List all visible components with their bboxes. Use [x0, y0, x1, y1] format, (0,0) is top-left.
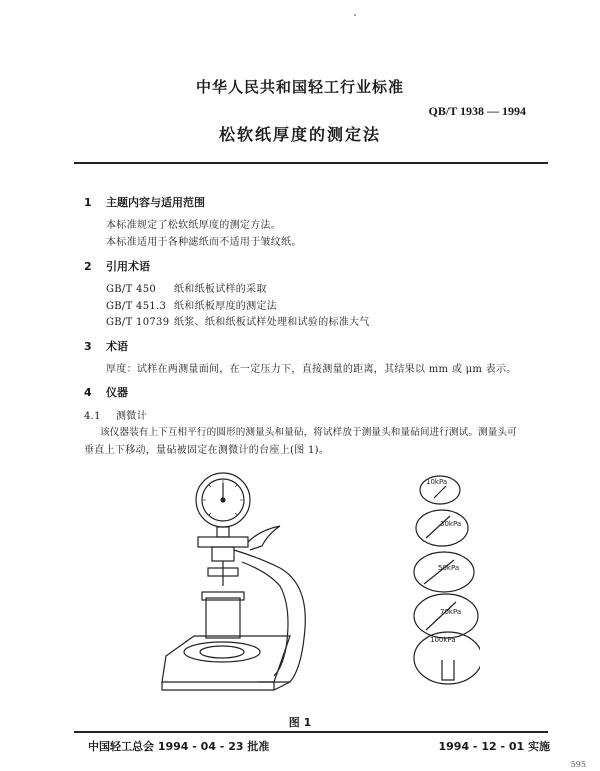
section-1-heading: [84, 194, 205, 210]
reference-code: GB/T 450: [106, 284, 157, 295]
subsection-line-1: 该仪器装有上下互相平行的圆形的测量头和量砧，将试样放于测量头和量砧间进行测试。测量头可: [100, 427, 517, 438]
micrometer-illustration: [162, 473, 305, 690]
figure-caption: 图 1: [288, 716, 312, 729]
section-1-line-1: 本标准规定了松软纸厚度的测定方法。: [106, 220, 282, 231]
section-2-heading: [84, 258, 150, 274]
section-number: 1: [84, 196, 92, 209]
page-number: 595: [570, 760, 586, 769]
section-3-heading: [84, 338, 128, 354]
weight-label-10kpa: 10kPa: [426, 478, 448, 486]
reference-text: 纸和纸板试样的采取: [174, 284, 267, 295]
anvil: [202, 592, 244, 600]
subsection-number: 4.1: [84, 411, 101, 422]
weight-label-70kpa: 70kPa: [440, 608, 462, 616]
section-title: 主题内容与适用范围: [106, 196, 205, 209]
weight-30kpa: [416, 510, 468, 546]
section-3-line-1: 厚度：试样在两测量面间，在一定压力下，直接测量的距离，其结果以 mm 或 μm 表示。: [106, 364, 517, 375]
section-title: 引用术语: [106, 260, 150, 273]
c-frame: [234, 550, 305, 682]
base: [162, 636, 290, 682]
weight-label-50kpa: 50kPa: [438, 564, 460, 572]
subsection-line-2: 垂直上下移动，量砧被固定在测微计的台座上(图 1)。: [84, 445, 330, 456]
gauge-clamp: [198, 537, 248, 547]
section-1-line-2: 本标准适用于各种滤纸而不适用于皱纹纸。: [106, 237, 302, 248]
reference-item: [106, 297, 277, 312]
section-4-heading: [84, 384, 128, 400]
reference-code: GB/T 451.3: [106, 301, 167, 312]
subsection-4-1-heading: [84, 407, 147, 422]
figure-1-drawing: [150, 468, 480, 708]
top-rule: [74, 162, 548, 164]
reference-text: 纸和纸板厚度的测定法: [174, 301, 277, 312]
figure-1: [150, 468, 480, 708]
reference-code: GB/T 10739: [106, 317, 170, 328]
scan-speck: [354, 14, 356, 16]
reference-text: 纸浆、纸和纸板试样处理和试验的标准大气: [174, 317, 370, 328]
weight-70kpa: [414, 594, 478, 638]
section-number: 3: [84, 340, 92, 353]
section-number: 4: [84, 386, 92, 399]
org-title: 中华人民共和国轻工行业标准: [195, 78, 404, 96]
reference-item: [106, 280, 267, 295]
approval-date: 中国轻工总会 1994 - 04 - 23 批准: [88, 740, 270, 753]
section-title: 术语: [106, 340, 128, 353]
reference-item: [106, 313, 370, 328]
weight-label-100kpa: 100kPa: [430, 636, 456, 644]
weight-label-30kpa: 30kPa: [440, 520, 462, 528]
implementation-date: 1994 - 12 - 01 实施: [438, 740, 550, 753]
section-number: 2: [84, 260, 92, 273]
weights-illustration: [414, 476, 480, 684]
anvil-column: [206, 598, 240, 638]
bottom-rule: [74, 731, 548, 733]
subsection-title: 测微计: [116, 411, 147, 422]
document-title: 松软纸厚度的测定法: [218, 125, 381, 144]
section-title: 仪器: [106, 386, 128, 399]
standard-code: QB/T 1938 — 1994: [428, 104, 526, 118]
weight-50kpa: [414, 552, 474, 592]
